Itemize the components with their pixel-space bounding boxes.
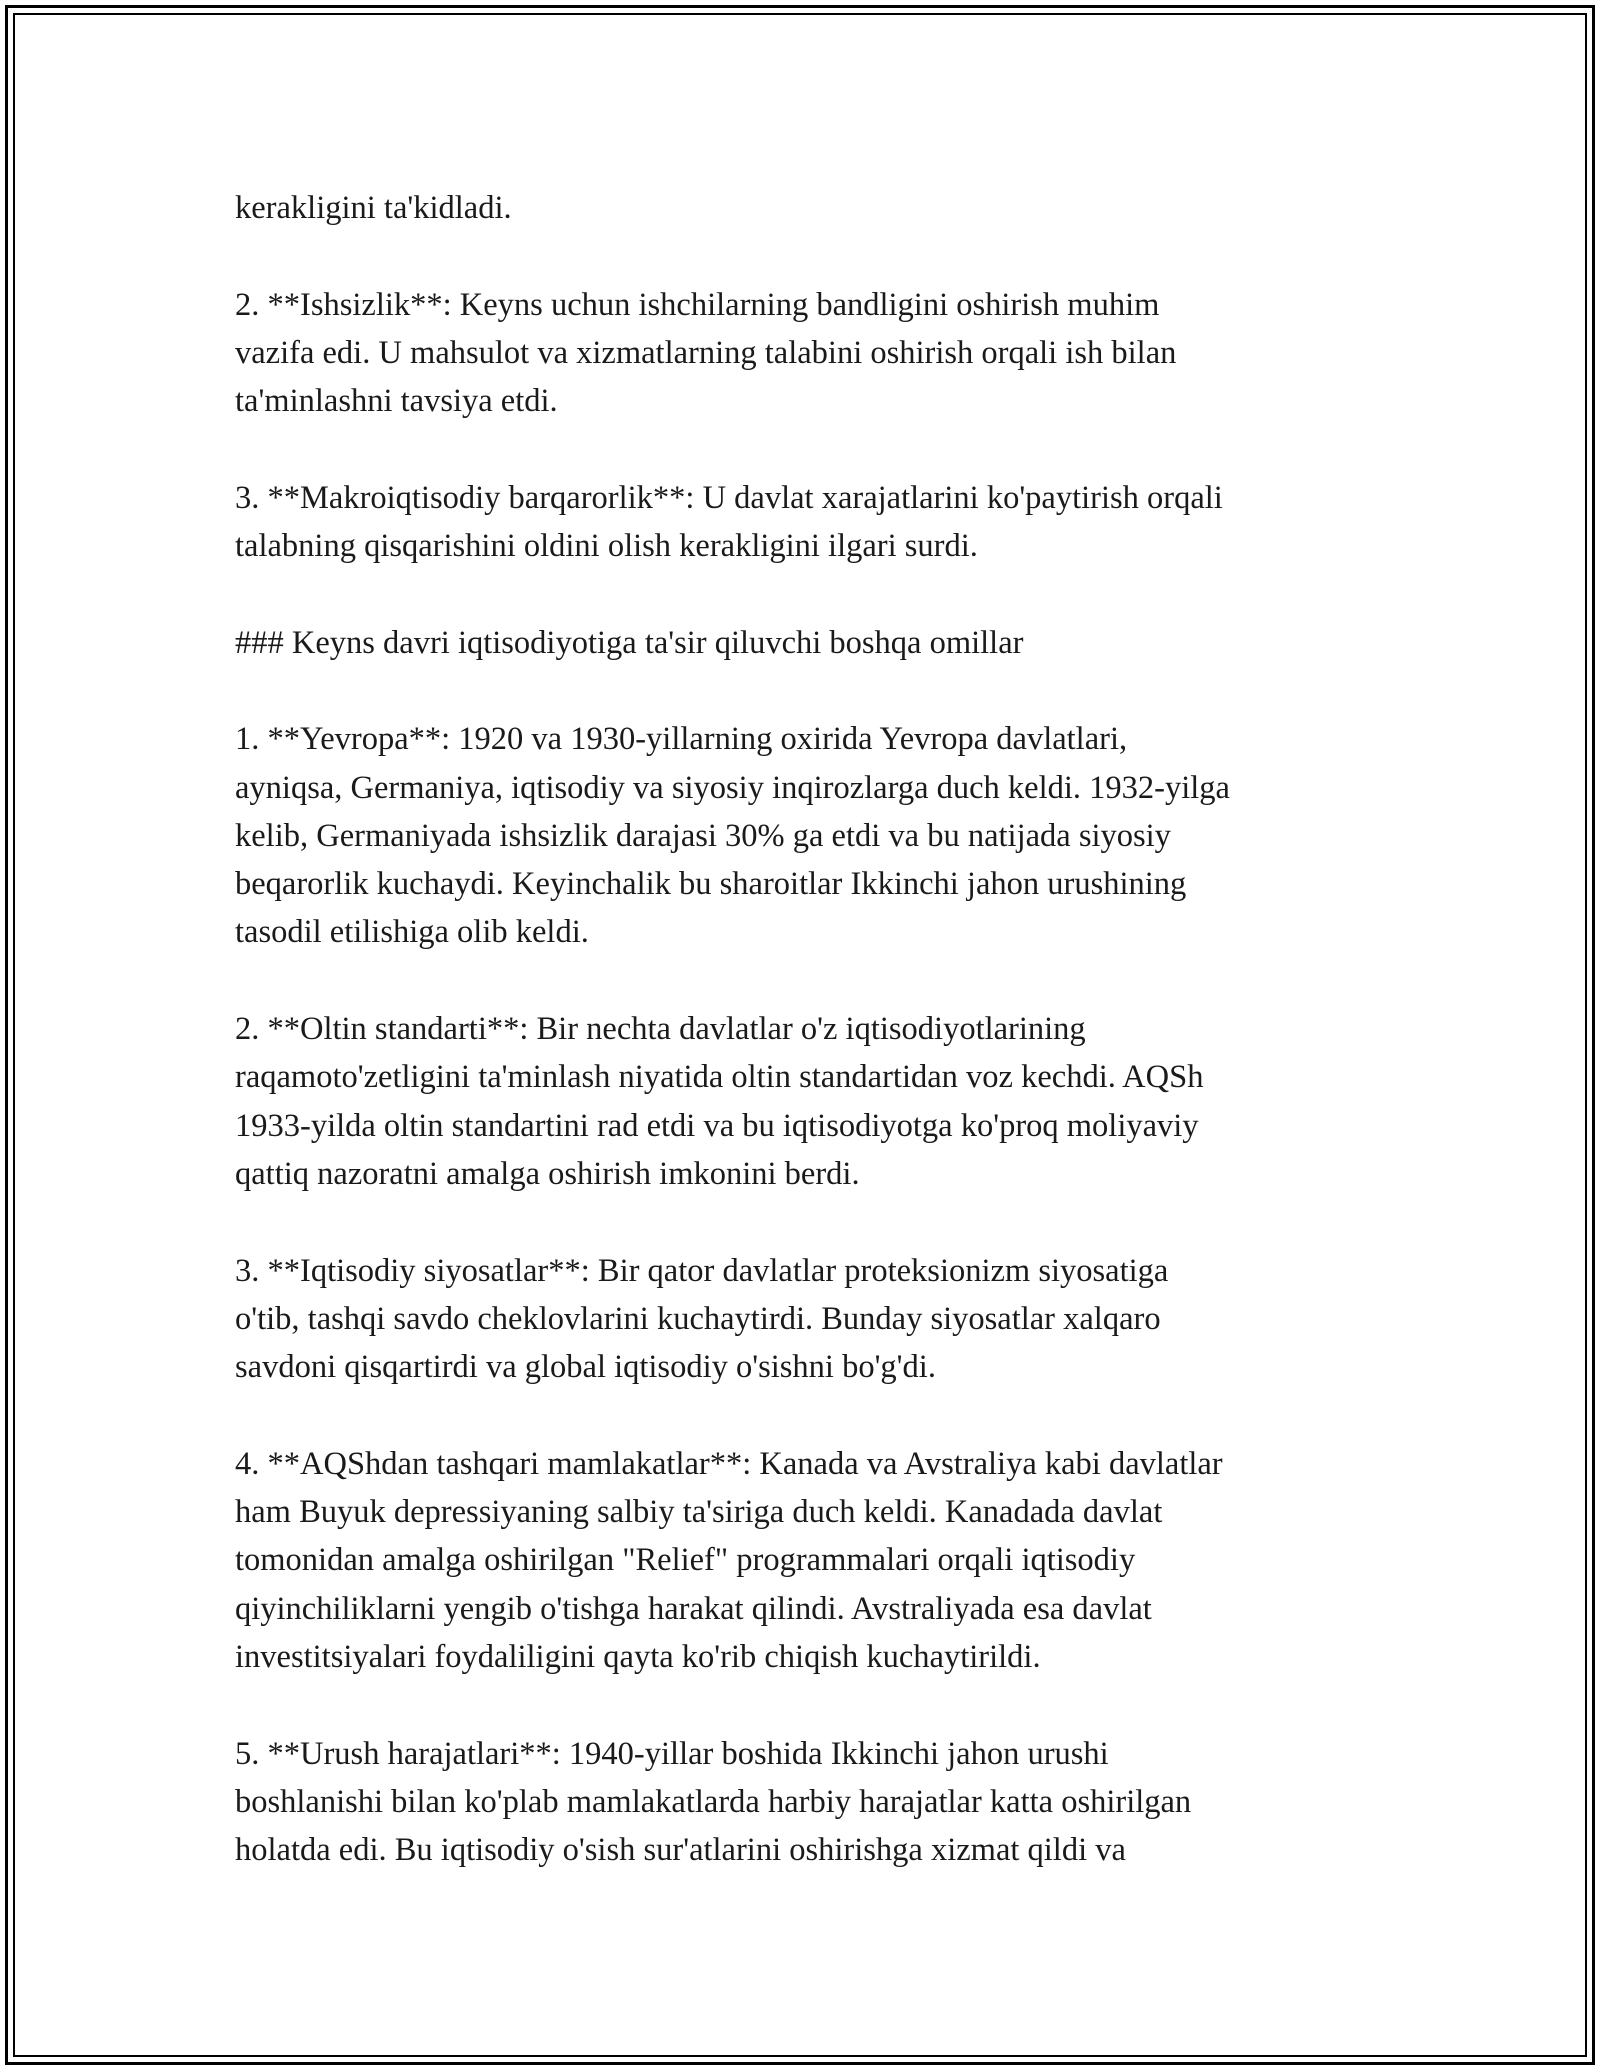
paragraph-continuation: kerakligini ta'kidladi. xyxy=(235,190,512,226)
paragraph-urush-harajatlari: 5. **Urush harajatlari**: 1940-yillar boshida Ikkinchi jahon urushi boshlanishi bilan ko'plab mamlakatlarda harbiy harajatlar katta oshirilgan holatda edi. Bu iqtisodiy o'sish sur'atlarini oshirishga xizmat qildi va xyxy=(235,1735,1192,1869)
paragraph-makroiqtisodiy: 3. **Makroiqtisodiy barqarorlik**: U davlat xarajatlarini ko'paytirish orqali talabning qisqarishini oldini olish kerakligini ilgari surdi. xyxy=(235,479,1223,565)
paragraph-oltin-standarti: 2. **Oltin standarti**: Bir nechta davlatlar o'z iqtisodiyotlarining raqamoto'zetligini ta'minlash niyatida oltin standartidan voz kechdi. AQSh 1933-yilda oltin standartini rad etdi va bu iqtisodiyotga ko'proq moliyaviy qattiq nazoratni amalga oshirish imkonini berdi. xyxy=(235,1011,1204,1192)
document-body xyxy=(235,184,1375,1923)
paragraph-yevropa: 1. **Yevropa**: 1920 va 1930-yillarning oxirida Yevropa davlatlari, ayniqsa, Germaniya, iqtisodiy va siyosiy inqirozlarga duch keldi. 1932-yilga kelib, Germaniyada ishsizlik darajasi 30% ga etdi va bu natijada siyosiy beqarorlik kuchaydi. Keyinchalik bu sharoitlar Ikkinchi jahon urushining tasodil etilishiga olib keldi. xyxy=(235,721,1230,951)
section-heading: ### Keyns davri iqtisodiyotiga ta'sir qiluvchi boshqa omillar xyxy=(235,624,1024,661)
paragraph-ishsizlik: 2. **Ishsizlik**: Keyns uchun ishchilarning bandligini oshirish muhim vazifa edi. U mahsulot va xizmatlarning talabini oshirish orqali ish bilan ta'minlashni tavsiya etdi. xyxy=(235,286,1177,420)
paragraph-iqtisodiy-siyosatlar: 3. **Iqtisodiy siyosatlar**: Bir qator davlatlar proteksionizm siyosatiga o'tib, tashqi savdo cheklovlarini kuchaytirdi. Bunday siyosatlar xalqaro savdoni qisqartirdi va global iqtisodiy o'sishni bo'g'di. xyxy=(235,1252,1169,1386)
paragraph-aqshdan-tashqari: 4. **AQShdan tashqari mamlakatlar**: Kanada va Avstraliya kabi davlatlar ham Buyuk depressiyaning salbiy ta'siriga duch keldi. Kanadada davlat tomonidan amalga oshirilgan "Relief" programmalari orqali iqtisodiy qiyinchiliklarni yengib o'tishga harakat qilindi. Avstraliyada esa davlat investitsiyalari foydaliligini qayta ko'rib chiqish kuchaytirildi. xyxy=(235,1445,1223,1675)
